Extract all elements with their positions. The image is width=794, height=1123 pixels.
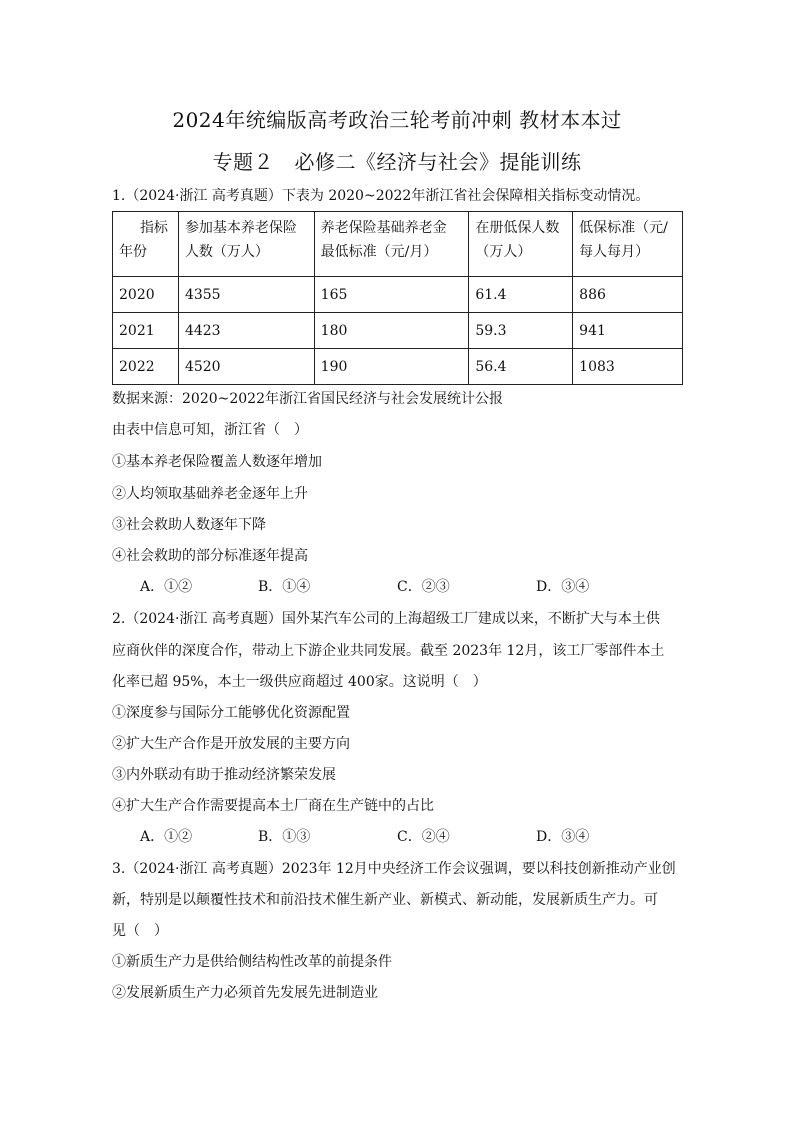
table-row [113,313,683,349]
corner-label-year: 年份 [119,244,147,260]
q2-item: ④扩大生产合作需要提高本土厂商在生产链中的占比 [112,798,434,814]
table-header-cell: 低保标准（元/ 每人每月） [573,212,683,277]
q1-option-c[interactable]: C．②③ [397,579,450,595]
table-cell: 165 [314,277,469,313]
q1-source: 数据来源：2020~2022年浙江省国民经济与社会发展统计公报 [112,391,503,407]
q2-option-b[interactable]: B．①③ [258,829,311,845]
q1-item: ①基本养老保险覆盖人数逐年增加 [112,454,322,470]
table-row [113,349,683,385]
q2-option-c[interactable]: C．②④ [397,829,450,845]
q1-option-a[interactable]: A．①② [140,579,193,595]
table-header-cell: 养老保险基础养老金 最低标准（元/月） [314,212,469,277]
table-cell: 2021 [113,313,179,349]
q1-item: ④社会救助的部分标准逐年提高 [112,548,308,564]
table-cell: 56.4 [469,349,573,385]
q1-data-table [112,211,683,385]
q3-stem-line: 3.（2024·浙江 高考真题）2023年 12月中央经济工作会议强调，要以科技创新推动产业创 [112,861,676,877]
table-cell: 1083 [573,349,683,385]
table-cell: 4520 [178,349,314,385]
q2-stem-line: 应商伙伴的深度合作，带动上下游企业共同发展。截至 2023年 12月，该工厂零部件本土 [112,643,665,659]
q2-stem-line: 2.（2024·浙江 高考真题）国外某汽车公司的上海超级工厂建成以来，不断扩大与本土供 [112,611,660,627]
q2-item: ②扩大生产合作是开放发展的主要方向 [112,736,350,752]
table-cell: 59.3 [469,313,573,349]
table-cell: 2020 [113,277,179,313]
table-cell: 4423 [178,313,314,349]
q1-item: ③社会救助人数逐年下降 [112,517,266,533]
q2-option-d[interactable]: D．③④ [536,829,590,845]
table-header-cell: 参加基本养老保险 人数（万人） [178,212,314,277]
q2-stem-line: 化率已超 95%，本土一级供应商超过 400家。这说明（ ） [112,674,487,690]
q1-stem: 1.（2024·浙江 高考真题）下表为 2020~2022年浙江省社会保障相关指标变动情况。 [112,188,650,204]
q1-option-b[interactable]: B．①④ [258,579,311,595]
table-cell: 180 [314,313,469,349]
document-title: 2024年统编版高考政治三轮考前冲刺 教材本本过 [172,108,622,132]
q2-option-a[interactable]: A．①② [140,829,193,845]
table-cell: 61.4 [469,277,573,313]
q2-item: ①深度参与国际分工能够优化资源配置 [112,705,350,721]
table-cell: 941 [573,313,683,349]
table-header-row [113,212,683,277]
q1-item: ②人均领取基础养老金逐年上升 [112,486,308,502]
table-corner-header [113,212,179,277]
table-cell: 886 [573,277,683,313]
table-cell: 190 [314,349,469,385]
q3-stem-line: 新，特别是以颠覆性技术和前沿技术催生新产业、新模式、新动能，发展新质生产力。可 [112,892,658,908]
q3-item: ②发展新质生产力必须首先发展先进制造业 [112,985,378,1001]
table-header-cell: 在册低保人数 （万人） [469,212,573,277]
document-subtitle: 专题２ 必修二《经济与社会》提能训练 [212,150,582,174]
table-cell: 4355 [178,277,314,313]
table-row [113,277,683,313]
q1-question: 由表中信息可知，浙江省（ ） [112,422,308,438]
q3-item: ①新质生产力是供给侧结构性改革的前提条件 [112,954,392,970]
corner-label-indicator: 指标 [139,220,168,236]
q1-option-d[interactable]: D．③④ [536,579,590,595]
q3-stem-line: 见（ ） [112,923,168,939]
q2-item: ③内外联动有助于推动经济繁荣发展 [112,767,336,783]
table-cell: 2022 [113,349,179,385]
